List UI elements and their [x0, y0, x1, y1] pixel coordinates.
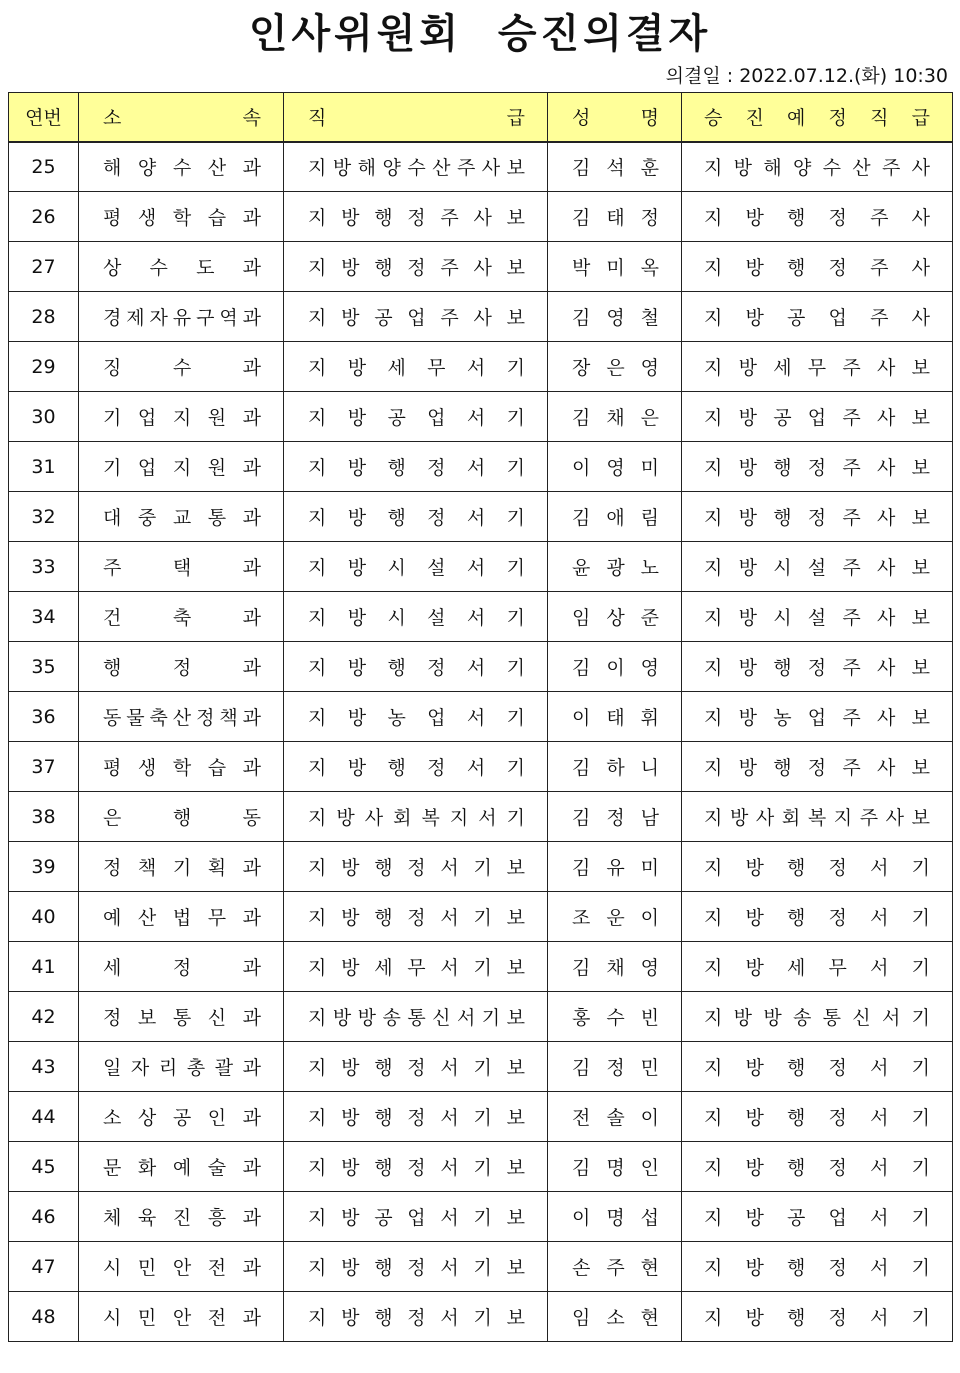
cell-promo: [682, 1042, 953, 1092]
cell-no: 27: [9, 242, 79, 292]
cell-promo: [682, 742, 953, 792]
cell-grade: [284, 1242, 548, 1292]
cell-text: 지 방 행 정 서 기 보: [308, 857, 525, 879]
cell-promo: [682, 1192, 953, 1242]
cell-text: 지 방 행 정 서 기: [704, 1307, 930, 1329]
cell-text: 지 방 시 설 서 기: [308, 557, 525, 579]
cell-text: 지 방 행 정 서 기 보: [308, 907, 525, 929]
cell-text: 경 제 자 유 구 역 과: [103, 307, 261, 329]
cell-name: [548, 942, 682, 992]
cell-text: 지 방 행 정 주 사: [704, 207, 930, 229]
cell-no: 29: [9, 342, 79, 392]
table-row: [9, 1192, 953, 1242]
cell-dept: [79, 692, 284, 742]
cell-text: 기 업 지 원 과: [103, 407, 261, 429]
cell-text: 지 방 행 정 서 기: [704, 1057, 930, 1079]
cell-name: [548, 442, 682, 492]
cell-text: 지 방 방 송 통 신 서 기: [704, 1007, 930, 1029]
cell-text: 지 방 공 업 서 기: [704, 1207, 930, 1229]
cell-text: 지 방 해 양 수 산 주 사 보: [308, 157, 525, 180]
cell-text: 홍 수 빈: [572, 1007, 659, 1029]
table-row: [9, 142, 953, 192]
cell-text: 일 자 리 총 괄 과: [103, 1057, 261, 1079]
cell-grade: [284, 642, 548, 692]
table-row: [9, 842, 953, 892]
header-no: 연번: [9, 93, 79, 142]
cell-text: 지 방 행 정 주 사 보: [704, 757, 930, 779]
cell-grade: [284, 492, 548, 542]
cell-text: 지 방 행 정 서 기: [308, 507, 525, 529]
cell-text: 이 영 미: [572, 457, 659, 479]
cell-promo: [682, 442, 953, 492]
cell-text: 정 보 통 신 과: [103, 1007, 261, 1029]
cell-grade: [284, 842, 548, 892]
cell-no: 31: [9, 442, 79, 492]
cell-text: 시 민 안 전 과: [103, 1257, 261, 1279]
cell-promo: [682, 1292, 953, 1342]
cell-text: 김 유 미: [572, 857, 659, 879]
cell-text: 지 방 행 정 서 기 보: [308, 1307, 525, 1329]
cell-grade: [284, 942, 548, 992]
cell-text: 건 축 과: [103, 607, 261, 629]
cell-no: 44: [9, 1092, 79, 1142]
table-row: [9, 342, 953, 392]
cell-grade: [284, 992, 548, 1042]
cell-text: 지 방 공 업 주 사 보: [704, 407, 930, 429]
cell-dept: [79, 1292, 284, 1342]
cell-no: 38: [9, 792, 79, 842]
cell-text: 승 진 예 정 직 급: [704, 107, 930, 130]
cell-text: 지 방 행 정 주 사 보: [704, 457, 930, 479]
cell-text: 박 미 옥: [572, 257, 659, 279]
cell-text: 지 방 행 정 서 기: [704, 907, 930, 929]
cell-name: [548, 292, 682, 342]
table-row: [9, 1042, 953, 1092]
cell-dept: [79, 342, 284, 392]
table-row: [9, 942, 953, 992]
cell-text: 장 은 영: [572, 357, 659, 379]
cell-no: 33: [9, 542, 79, 592]
cell-text: 지 방 행 정 서 기: [308, 757, 525, 779]
cell-dept: [79, 242, 284, 292]
cell-dept: [79, 1192, 284, 1242]
cell-text: 소 속: [103, 107, 261, 130]
cell-grade: [284, 592, 548, 642]
cell-text: 김 정 민: [572, 1057, 659, 1079]
cell-name: [548, 1292, 682, 1342]
cell-name: [548, 792, 682, 842]
table-row: [9, 192, 953, 242]
cell-text: 지 방 공 업 주 사: [704, 307, 930, 329]
cell-text: 지 방 세 무 서 기: [308, 357, 525, 379]
cell-no: 43: [9, 1042, 79, 1092]
cell-text: 지 방 세 무 서 기: [704, 957, 930, 979]
cell-no: 46: [9, 1192, 79, 1242]
table-row: [9, 492, 953, 542]
header-dept: [79, 93, 284, 142]
cell-text: 징 수 과: [103, 357, 261, 379]
cell-promo: [682, 142, 953, 192]
cell-text: 지 방 농 업 주 사 보: [704, 707, 930, 729]
decision-date: 의결일 : 2022.07.12.(화) 10:30: [665, 65, 948, 87]
cell-grade: [284, 342, 548, 392]
cell-dept: [79, 542, 284, 592]
cell-text: 기 업 지 원 과: [103, 457, 261, 479]
cell-promo: [682, 492, 953, 542]
cell-name: [548, 642, 682, 692]
cell-promo: [682, 842, 953, 892]
cell-grade: [284, 1292, 548, 1342]
cell-text: 행 정 과: [103, 657, 261, 679]
cell-text: 지 방 공 업 서 기 보: [308, 1207, 525, 1229]
cell-text: 김 영 철: [572, 307, 659, 329]
cell-text: 지 방 사 회 복 지 서 기: [308, 807, 525, 829]
cell-name: [548, 842, 682, 892]
cell-grade: [284, 442, 548, 492]
header-grade: [284, 93, 548, 142]
cell-dept: [79, 842, 284, 892]
cell-grade: [284, 392, 548, 442]
cell-promo: [682, 292, 953, 342]
cell-name: [548, 142, 682, 192]
cell-text: 대 중 교 통 과: [103, 507, 261, 529]
cell-no: 26: [9, 192, 79, 242]
cell-name: [548, 1242, 682, 1292]
cell-text: 문 화 예 술 과: [103, 1157, 261, 1179]
cell-text: 시 민 안 전 과: [103, 1307, 261, 1329]
cell-text: 지 방 행 정 서 기: [704, 1107, 930, 1129]
cell-text: 임 소 현: [572, 1307, 659, 1329]
cell-text: 지 방 행 정 주 사 보: [308, 207, 525, 229]
cell-text: 지 방 시 설 서 기: [308, 607, 525, 629]
cell-grade: [284, 1142, 548, 1192]
cell-text: 주 택 과: [103, 557, 261, 579]
cell-name: [548, 892, 682, 942]
table-row: [9, 1142, 953, 1192]
table-row: [9, 642, 953, 692]
cell-no: 40: [9, 892, 79, 942]
cell-text: 김 석 훈: [572, 157, 659, 180]
cell-no: 47: [9, 1242, 79, 1292]
cell-dept: [79, 1042, 284, 1092]
cell-text: 지 방 행 정 서 기: [704, 1257, 930, 1279]
cell-text: 지 방 시 설 주 사 보: [704, 557, 930, 579]
promotion-table: [8, 92, 953, 1342]
cell-name: [548, 242, 682, 292]
cell-no: 41: [9, 942, 79, 992]
table-row: [9, 242, 953, 292]
cell-grade: [284, 292, 548, 342]
header-promo: [682, 93, 953, 142]
cell-name: [548, 592, 682, 642]
cell-promo: [682, 542, 953, 592]
table-header-row: [9, 93, 953, 142]
cell-text: 전 솔 이: [572, 1107, 659, 1129]
table-row: [9, 592, 953, 642]
cell-name: [548, 342, 682, 392]
cell-grade: [284, 792, 548, 842]
cell-dept: [79, 742, 284, 792]
cell-no: 48: [9, 1292, 79, 1342]
cell-promo: [682, 242, 953, 292]
cell-text: 이 태 휘: [572, 707, 659, 729]
table-row: [9, 1242, 953, 1292]
cell-name: [548, 692, 682, 742]
cell-text: 지 방 행 정 주 사 보: [308, 257, 525, 279]
cell-grade: [284, 242, 548, 292]
cell-no: 45: [9, 1142, 79, 1192]
cell-text: 지 방 농 업 서 기: [308, 707, 525, 729]
cell-text: 지 방 방 송 통 신 서 기 보: [308, 1007, 525, 1029]
cell-promo: [682, 642, 953, 692]
cell-promo: [682, 992, 953, 1042]
cell-text: 김 태 정: [572, 207, 659, 229]
cell-dept: [79, 442, 284, 492]
cell-text: 은 행 동: [103, 807, 261, 829]
cell-grade: [284, 542, 548, 592]
cell-grade: [284, 192, 548, 242]
table-row: [9, 1092, 953, 1142]
cell-promo: [682, 192, 953, 242]
cell-text: 지 방 공 업 서 기: [308, 407, 525, 429]
cell-text: 김 명 인: [572, 1157, 659, 1179]
table-row: [9, 392, 953, 442]
cell-promo: [682, 592, 953, 642]
table-row: [9, 292, 953, 342]
cell-grade: [284, 892, 548, 942]
cell-name: [548, 1042, 682, 1092]
cell-text: 지 방 세 무 주 사 보: [704, 357, 930, 379]
cell-dept: [79, 942, 284, 992]
cell-dept: [79, 792, 284, 842]
cell-text: 김 채 은: [572, 407, 659, 429]
cell-dept: [79, 1142, 284, 1192]
cell-text: 직 급: [308, 107, 525, 130]
cell-name: [548, 1092, 682, 1142]
cell-text: 지 방 세 무 서 기 보: [308, 957, 525, 979]
cell-promo: [682, 1092, 953, 1142]
cell-name: [548, 542, 682, 592]
cell-text: 지 방 행 정 서 기: [704, 857, 930, 879]
table-row: [9, 1292, 953, 1342]
cell-text: 김 정 남: [572, 807, 659, 829]
cell-no: 25: [9, 142, 79, 192]
cell-text: 지 방 행 정 서 기 보: [308, 1057, 525, 1079]
cell-dept: [79, 392, 284, 442]
cell-name: [548, 742, 682, 792]
cell-text: 평 생 학 습 과: [103, 207, 261, 229]
cell-text: 체 육 진 흥 과: [103, 1207, 261, 1229]
cell-text: 윤 광 노: [572, 557, 659, 579]
cell-text: 지 방 행 정 서 기 보: [308, 1257, 525, 1279]
cell-text: 김 채 영: [572, 957, 659, 979]
cell-text: 지 방 행 정 주 사: [704, 257, 930, 279]
cell-dept: [79, 142, 284, 192]
cell-name: [548, 492, 682, 542]
cell-promo: [682, 942, 953, 992]
cell-text: 지 방 공 업 주 사 보: [308, 307, 525, 329]
table-row: [9, 892, 953, 942]
cell-grade: [284, 692, 548, 742]
cell-dept: [79, 1242, 284, 1292]
cell-text: 소 상 공 인 과: [103, 1107, 261, 1129]
cell-text: 상 수 도 과: [103, 257, 261, 279]
cell-text: 세 정 과: [103, 957, 261, 979]
table-row: [9, 442, 953, 492]
cell-text: 지 방 시 설 주 사 보: [704, 607, 930, 629]
cell-grade: [284, 1192, 548, 1242]
table-row: [9, 792, 953, 842]
cell-text: 동 물 축 산 정 책 과: [103, 707, 261, 729]
cell-text: 임 상 준: [572, 607, 659, 629]
cell-text: 정 책 기 획 과: [103, 857, 261, 879]
cell-text: 김 이 영: [572, 657, 659, 679]
cell-text: 지 방 사 회 복 지 주 사 보: [704, 807, 930, 829]
document-title: 인사위원회 승진의결자: [248, 11, 712, 57]
cell-promo: [682, 692, 953, 742]
cell-text: 해 양 수 산 과: [103, 157, 261, 180]
cell-promo: [682, 342, 953, 392]
cell-name: [548, 992, 682, 1042]
cell-no: 37: [9, 742, 79, 792]
cell-dept: [79, 992, 284, 1042]
table-row: [9, 992, 953, 1042]
cell-dept: [79, 292, 284, 342]
cell-text: 이 명 섭: [572, 1207, 659, 1229]
cell-promo: [682, 892, 953, 942]
cell-text: 평 생 학 습 과: [103, 757, 261, 779]
table-row: [9, 742, 953, 792]
cell-text: 지 방 행 정 서 기: [308, 457, 525, 479]
cell-dept: [79, 192, 284, 242]
table-row: [9, 692, 953, 742]
cell-grade: [284, 142, 548, 192]
cell-text: 지 방 행 정 주 사 보: [704, 507, 930, 529]
cell-text: 지 방 해 양 수 산 주 사: [704, 157, 930, 180]
cell-promo: [682, 792, 953, 842]
cell-name: [548, 192, 682, 242]
header-name: [548, 93, 682, 142]
cell-grade: [284, 1042, 548, 1092]
cell-text: 지 방 행 정 서 기: [308, 657, 525, 679]
cell-text: 예 산 법 무 과: [103, 907, 261, 929]
cell-text: 김 애 림: [572, 507, 659, 529]
cell-name: [548, 392, 682, 442]
cell-text: 성 명: [572, 107, 659, 130]
cell-promo: [682, 1242, 953, 1292]
cell-text: 조 운 이: [572, 907, 659, 929]
cell-text: 지 방 행 정 서 기 보: [308, 1157, 525, 1179]
cell-text: 지 방 행 정 서 기 보: [308, 1107, 525, 1129]
cell-no: 30: [9, 392, 79, 442]
cell-text: 손 주 현: [572, 1257, 659, 1279]
table-body: [9, 142, 953, 1342]
cell-grade: [284, 742, 548, 792]
cell-no: 28: [9, 292, 79, 342]
cell-text: 지 방 행 정 주 사 보: [704, 657, 930, 679]
cell-dept: [79, 642, 284, 692]
cell-no: 42: [9, 992, 79, 1042]
cell-no: 35: [9, 642, 79, 692]
cell-text: 김 하 니: [572, 757, 659, 779]
cell-grade: [284, 1092, 548, 1142]
cell-no: 34: [9, 592, 79, 642]
cell-name: [548, 1142, 682, 1192]
table-row: [9, 542, 953, 592]
cell-no: 36: [9, 692, 79, 742]
cell-promo: [682, 392, 953, 442]
cell-no: 39: [9, 842, 79, 892]
cell-text: 지 방 행 정 서 기: [704, 1157, 930, 1179]
cell-dept: [79, 892, 284, 942]
cell-name: [548, 1192, 682, 1242]
cell-no: 32: [9, 492, 79, 542]
cell-dept: [79, 592, 284, 642]
cell-dept: [79, 492, 284, 542]
cell-promo: [682, 1142, 953, 1192]
cell-dept: [79, 1092, 284, 1142]
